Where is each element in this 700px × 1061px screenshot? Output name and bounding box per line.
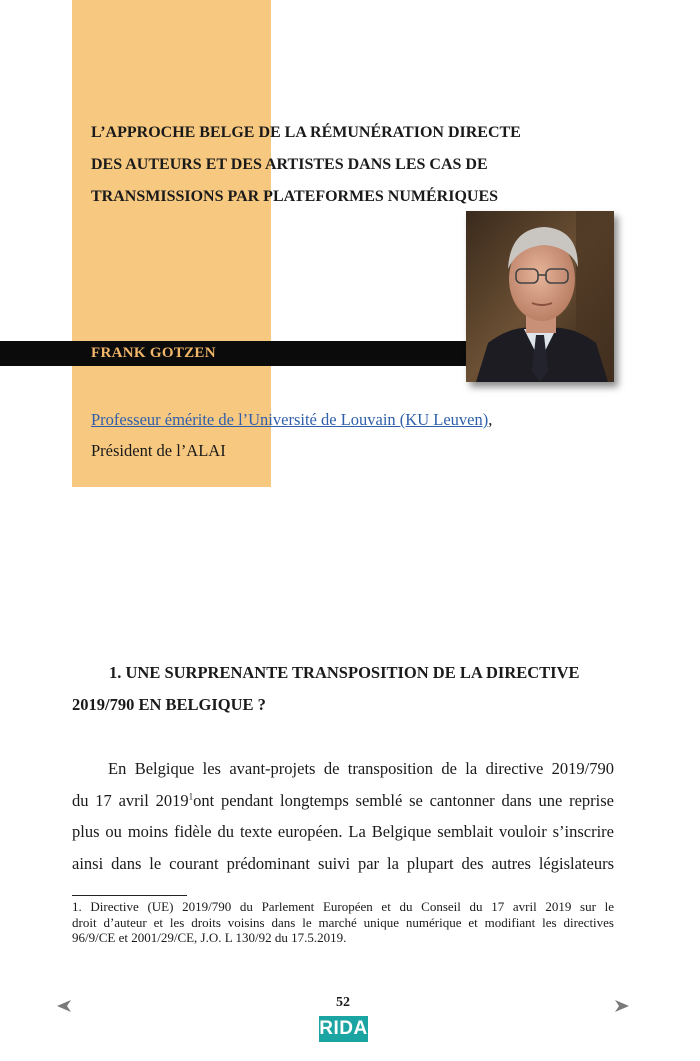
body-text-segment: du 17 avril 2019 xyxy=(72,790,189,810)
arrow-right-icon xyxy=(612,996,632,1016)
author-role: Président de l’ALAI xyxy=(91,441,226,460)
section-heading xyxy=(72,657,614,721)
author-affiliation xyxy=(91,404,492,466)
university-link[interactable]: Professeur émérite de l’Université de Louvain (KU Leuven) xyxy=(91,410,489,429)
footnote-divider xyxy=(72,895,187,896)
heading-line: 1. UNE SURPRENANTE TRANSPOSITION DE LA DIRECTIVE xyxy=(109,663,580,682)
footnote-line: 96/9/CE et 2001/29/CE, J.O. L 130/92 du 17.5.2019. xyxy=(72,930,347,945)
author-bar xyxy=(0,341,478,366)
page-number: 52 xyxy=(336,995,350,1010)
article-title xyxy=(91,117,561,213)
title-line: L’APPROCHE BELGE DE LA RÉMUNÉRATION DIRECTE xyxy=(91,124,521,141)
author-name: FRANK GOTZEN xyxy=(91,345,216,361)
author-photo xyxy=(466,211,614,382)
body-line: En Belgique les avant-projets de transposition de la directive 2019/790 xyxy=(108,759,614,778)
title-line: DES AUTEURS ET DES ARTISTES DANS LES CAS DE xyxy=(91,156,488,173)
affiliation-comma: , xyxy=(488,410,493,429)
footnote-ref[interactable]: 1 xyxy=(188,791,194,801)
body-line: ainsi dans le courant prédominant suivi par la plupart des autres législateurs xyxy=(72,853,614,873)
next-page-button[interactable] xyxy=(612,996,632,1016)
body-line: plus ou moins fidèle du texte européen. La Belgique semblait vouloir s’inscrire xyxy=(72,822,614,841)
heading-line: 2019/790 EN BELGIQUE ? xyxy=(72,695,266,714)
body-line xyxy=(72,785,614,817)
footnote-line: 1. Directive (UE) 2019/790 du Parlement Européen et du Conseil du 17 avril 2019 sur le xyxy=(72,899,614,914)
body-paragraph xyxy=(72,753,614,879)
footnote-line: droit d’auteur et les droits voisins dans le marché unique numérique et modifiant les directives xyxy=(72,914,614,930)
rida-logo: RIDA xyxy=(319,1016,368,1042)
title-line: TRANSMISSIONS PAR PLATEFORMES NUMÉRIQUES xyxy=(91,188,499,205)
footnote xyxy=(72,899,614,946)
body-text-segment: ont pendant longtemps semblé se cantonner dans une reprise xyxy=(193,790,614,810)
